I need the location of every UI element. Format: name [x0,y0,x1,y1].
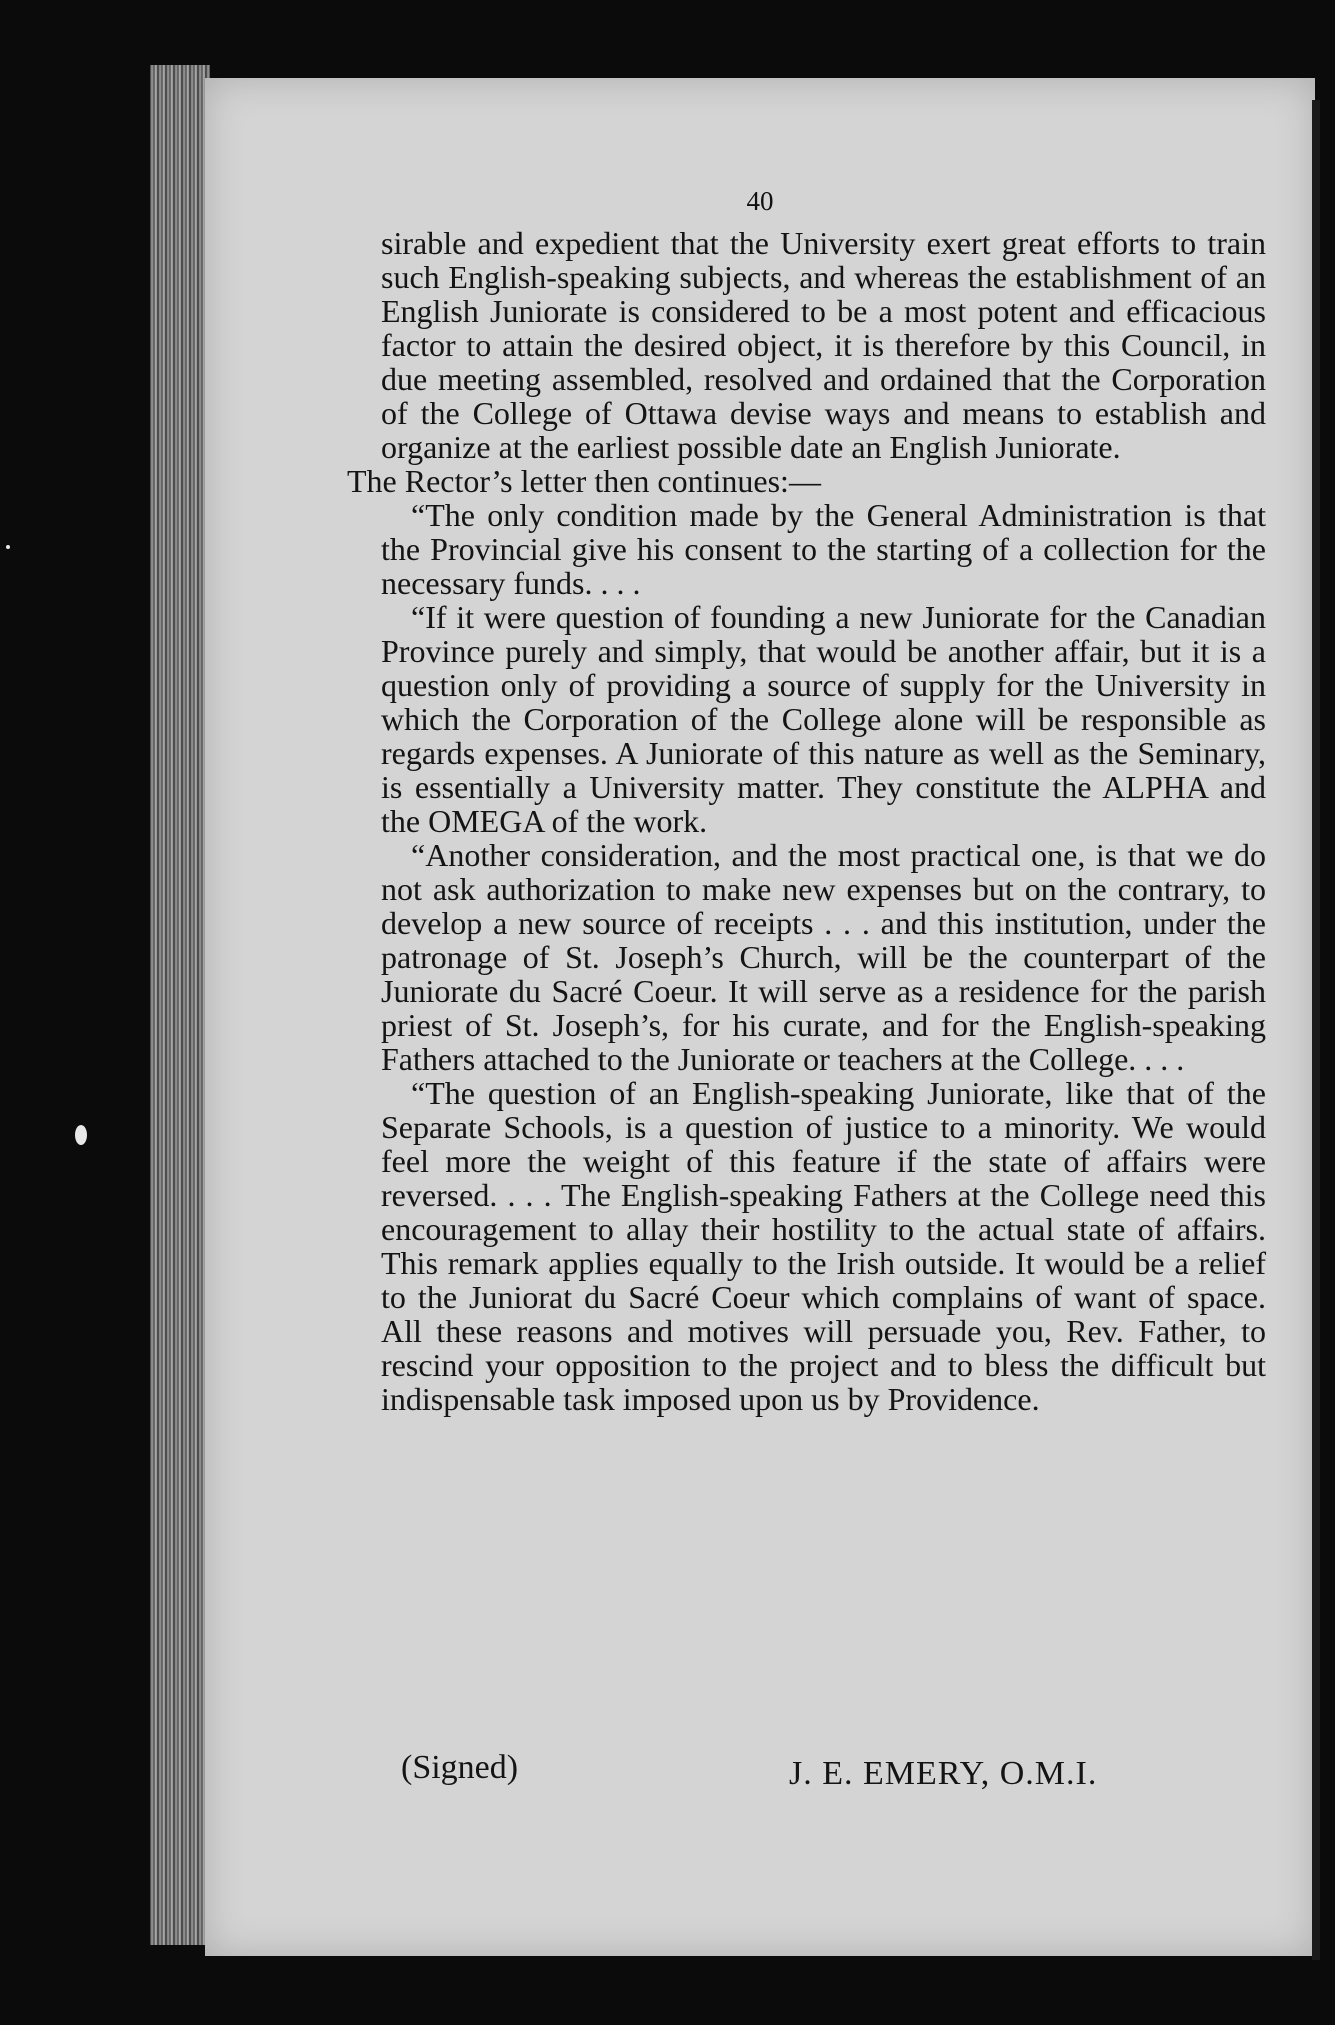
paragraph-6: “The question of an English-speaking Juniorate, like that of the Separate Schools, is a question of justice to a minority. We would feel more the weight of this feature if the state of affairs were reversed. . . . The English-speaking Fathers at the College need this encouragement to allay their hostility to the actual state of affairs. This remark applies equally to the Irish outside. It would be a relief to the Juniorat du Sacré Coeur which complains of want of space. All these reasons and motives will persuade you, Rev. Father, to rescind your opposition to the project and to bless the difficult but indispensable task imposed upon us by Providence. [381,1075,1266,1417]
scan-speck [6,545,10,549]
book-page [205,78,1315,1956]
page-number: 40 [746,186,774,216]
scan-speck [75,1125,87,1145]
paragraph-1: sirable and expedient that the University exert great efforts to train such English-speaking subjects, and whereas the establishment of an English Juniorate is considered to be a most potent and efficacious factor to attain the desired object, it is therefore by this Council, in due meeting assembled, resolved and ordained that the Corporation of the College of Ottawa devise ways and means to establish and organize at the earliest possible date an English Juniorate. [381,225,1266,465]
page-right-edge [1312,100,1320,1960]
paragraph-4: “If it were question of founding a new Juniorate for the Canadian Province purely and simply, that would be another affair, but it is a question only of providing a source of supply for the University in which the Corporation of the College alone will be responsible as regards expenses. A Juniorate of this nature as well as the Seminary, is essentially a University matter. They constitute the ALPHA and the OMEGA of the work. [381,599,1266,839]
paragraph-3: “The only condition made by the General Administration is that the Provincial give his consent to the starting of a collection for the necessary funds. . . . [381,497,1266,601]
book-spine [150,65,210,1945]
signer-name: J. E. EMERY, O.M.I. [789,1755,1098,1792]
paragraph-2: The Rector’s letter then continues:— [347,463,821,499]
paragraph-5: “Another consideration, and the most practical one, is that we do not ask authorization to make new expenses but on the contrary, to develop a new source of receipts . . . and this institution, under the patronage of St. Joseph’s Church, will be the counterpart of the Juniorate du Sacré Coeur. It will serve as a residence for the parish priest of St. Joseph’s, for his curate, and for the English-speaking Fathers attached to the Juniorate or teachers at the College. . . . [381,837,1266,1077]
signed-label: (Signed) [401,1749,519,1786]
body-text [347,225,1266,1417]
